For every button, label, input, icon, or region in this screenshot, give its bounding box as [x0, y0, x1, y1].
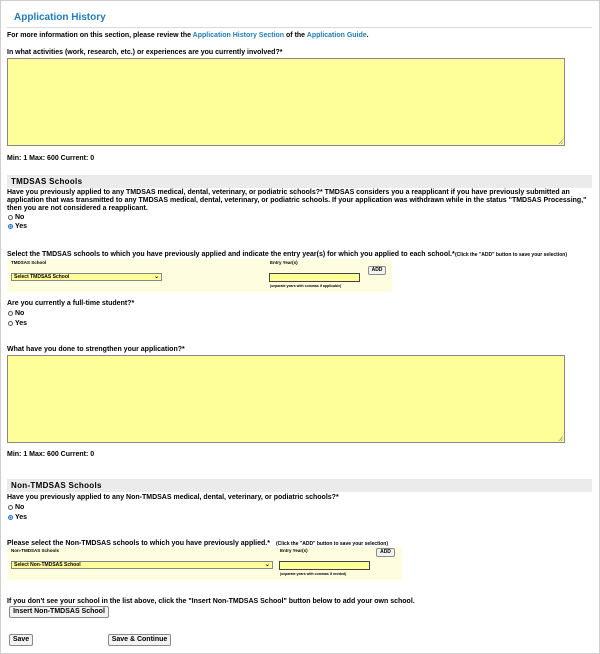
non-tmdsas-section-header: Non-TMDSAS Schools	[7, 479, 592, 492]
save-and-continue-button[interactable]: Save & Continue	[108, 634, 171, 646]
non-tmdsas-school-select-value: Select Non-TMDSAS School	[14, 562, 81, 568]
fulltime-yes-radio[interactable]	[8, 321, 13, 326]
reapplicant-question-line3: then you are not considered a reapplicant.	[7, 205, 148, 212]
non-tmdsas-entry-year-input[interactable]	[279, 561, 370, 570]
non-tmdsas-select-prompt: Please select the Non-TMDSAS schools to which you have previously applied.*	[7, 540, 270, 547]
not-listed-text: If you don't see your school in the list above, click the "Insert Non-TMDSAS School" button below to add your own school.	[7, 598, 415, 605]
fulltime-no-label: No	[15, 310, 25, 317]
tmdsas-year-hint: (separate years with commas if applicable)	[270, 284, 342, 288]
save-button[interactable]: Save	[9, 634, 33, 646]
intro-text	[7, 32, 369, 39]
chevron-down-icon: ⌄	[264, 562, 270, 568]
non-tmdsas-no-radio[interactable]	[8, 505, 13, 510]
insert-non-tmdsas-school-button[interactable]: Insert Non-TMDSAS School	[9, 606, 109, 618]
application-history-section-link[interactable]: Application History Section	[192, 32, 285, 39]
application-guide-link[interactable]: Application Guide	[306, 32, 367, 39]
chevron-down-icon: ⌄	[153, 274, 159, 280]
tmdsas-school-select-value: Select TMDSAS School	[14, 274, 70, 280]
reapplicant-question-line1: Have you previously applied to any TMDSAS medical, dental, veterinary, or podiatric schools?* TMDSAS considers you a reapplicant if you have previously submitted an	[7, 189, 570, 196]
tmdsas-add-button[interactable]: ADD	[368, 266, 386, 275]
resize-handle-icon[interactable]	[558, 139, 563, 144]
intro-prefix: For more information on this section, please review the	[7, 32, 193, 39]
tmdsas-year-label: Entry Year(s)	[270, 260, 298, 265]
tmdsas-reapplicant-no-label: No	[15, 214, 25, 221]
intro-suffix: .	[366, 32, 369, 39]
non-tmdsas-year-label: Entry Year(s)	[280, 548, 308, 553]
non-tmdsas-yes-radio[interactable]	[8, 515, 13, 520]
activities-textarea[interactable]	[7, 58, 565, 146]
tmdsas-add-hint: (Click the "ADD" button to save your selection)	[455, 252, 567, 258]
tmdsas-school-select[interactable]	[11, 273, 162, 281]
fulltime-question: Are you currently a full-time student?*	[7, 300, 135, 307]
non-tmdsas-no-label: No	[15, 504, 25, 511]
tmdsas-reapplicant-no-radio[interactable]	[8, 215, 13, 220]
non-tmdsas-yes-label: Yes	[15, 514, 28, 521]
page-title: Application History	[14, 12, 106, 23]
tmdsas-section-header: TMDSAS Schools	[7, 175, 592, 188]
non-tmdsas-year-hint: (separate years with commas if needed)	[280, 572, 347, 576]
tmdsas-school-label: TMDSAS School	[11, 260, 47, 265]
tmdsas-select-prompt: Select the TMDSAS schools to which you have previously applied and indicate the entry year(s) for which you applied to each school.*	[7, 251, 455, 258]
non-tmdsas-school-select[interactable]	[11, 561, 273, 569]
fulltime-yes-label: Yes	[15, 320, 28, 327]
non-tmdsas-school-label: Non-TMDSAS Schools	[11, 548, 59, 553]
strengthen-counter: Min: 1 Max: 600 Current: 0	[7, 451, 95, 458]
tmdsas-entry-year-input[interactable]	[269, 273, 360, 282]
tmdsas-reapplicant-yes-label: Yes	[15, 223, 28, 230]
fulltime-no-radio[interactable]	[8, 311, 13, 316]
tmdsas-reapplicant-yes-radio[interactable]	[8, 224, 13, 229]
non-tmdsas-question: Have you previously applied to any Non-TMDSAS medical, dental, veterinary, or podiatric schools?*	[7, 494, 339, 501]
non-tmdsas-add-hint: (Click the "ADD" button to save your selection)	[276, 541, 388, 547]
title-divider	[7, 27, 592, 28]
activities-counter: Min: 1 Max: 600 Current: 0	[7, 155, 95, 162]
activities-question: In what activities (work, research, etc.) or experiences are you currently involved?*	[7, 49, 283, 56]
strengthen-textarea[interactable]	[7, 355, 565, 443]
resize-handle-icon[interactable]	[558, 436, 563, 441]
strengthen-question: What have you done to strengthen your application?*	[7, 346, 185, 353]
reapplicant-question-line2: application that was transmitted to any TMDSAS medical, dental, veterinary, or podiatric schools. If your application was withdrawn while in the status "TMDSAS Processing,"	[7, 197, 587, 204]
non-tmdsas-add-button[interactable]: ADD	[376, 548, 395, 557]
intro-middle: of the	[284, 32, 307, 39]
